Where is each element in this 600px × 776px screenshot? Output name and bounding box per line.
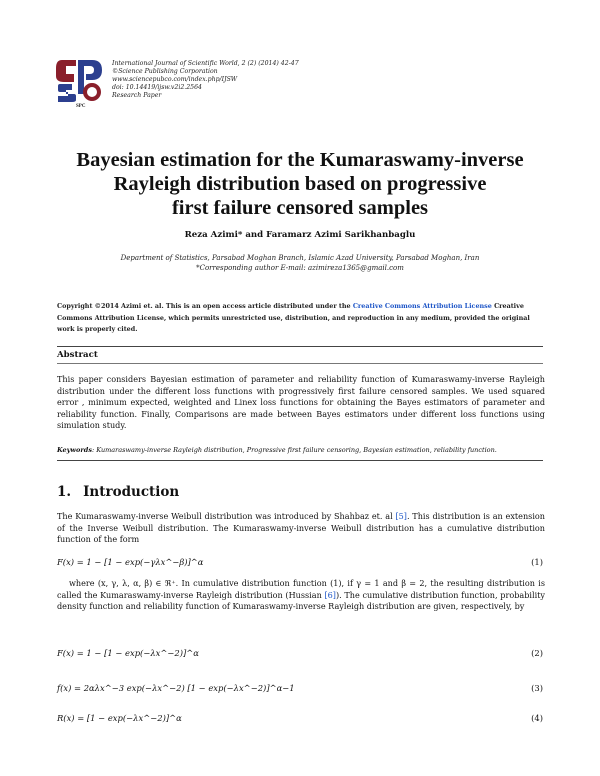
license-link[interactable]: Creative Commons Attribution License <box>352 302 492 310</box>
title-line: first failure censored samples <box>171 197 429 219</box>
text-run: . This distribution is an extension of the Inverse Weibull distribution. The Kumaraswamy-inverse Weibull distribution has a cumulative distribution function of the form <box>57 511 545 545</box>
divider <box>57 460 543 461</box>
title-line: Bayesian estimation for the Kumaraswamy-inverse <box>76 149 524 171</box>
text-run: The Kumaraswamy-inverse Weibull distribution was introduced by Shahbaz et. al <box>57 511 396 521</box>
equation-4 <box>57 713 545 727</box>
journal-url: www.sciencepubco.com/index.php/IJSW <box>112 76 238 83</box>
section-number: 1. <box>57 484 72 500</box>
logo-text: SPC <box>76 104 86 108</box>
citation-link[interactable]: [5] <box>395 511 407 521</box>
equation-3 <box>57 683 545 697</box>
text-run: ). The cumulative distribution function, probability density function and reliability function of Kumaraswamy-inverse Rayleigh distribution are given, respectively, by <box>57 589 545 612</box>
equation-1 <box>57 557 545 571</box>
authors: Reza Azimi* and Faramarz Azimi Sarikhanbaglu <box>184 230 416 240</box>
equation-2 <box>57 648 545 662</box>
equation-expression: F(x) = 1 − [1 − exp(−γλx^−β)]^α <box>57 557 204 567</box>
affiliation-line: Department of Statistics, Parsabad Moghan Branch, Islamic Azad University, Parsabad Moghan, Iran <box>120 254 480 262</box>
corresponding-email: *Corresponding author E-mail: azimireza1365@gmail.com <box>196 264 404 272</box>
affiliation <box>40 253 560 273</box>
text-run: where (x, γ, λ, α, β) ∈ ℜ⁺. In cumulative distribution function (1), if γ = 1 and β = 2, the resulting distribution is called the Kumaraswamy-inverse Rayleigh distribution (Hussian <box>57 578 545 600</box>
publisher-logo <box>54 54 106 108</box>
copyright-notice <box>57 301 543 336</box>
keywords <box>57 446 545 454</box>
copyright-prefix: Copyright ©2014 Azimi et. al. This is an open access article distributed under the <box>57 302 351 310</box>
abstract-body: This paper considers Bayesian estimation of parameter and reliability function of Kumaraswamy-inverse Rayleigh distribution under the different loss functions with progressively first failure censored samples. We used squared error , minimum expected, weighted and Linex loss functions for obtaining the Bayes estimators of parameter and reliability function. Finally, Comparisons are made between Bayes estimators under different loss functions using simulation study. <box>57 374 545 431</box>
journal-header <box>112 60 299 100</box>
doi: doi: 10.14419/ijsw.v2i2.2564 <box>112 84 202 91</box>
equation-expression: f(x) = 2αλx^−3 exp(−λx^−2) [1 − exp(−λx^−2)]^α−1 <box>57 683 295 693</box>
intro-paragraph <box>57 578 545 613</box>
paper-title <box>40 148 560 220</box>
publisher-name: ©Science Publishing Corporation <box>112 68 218 75</box>
journal-citation: International Journal of Scientific World, 2 (2) (2014) 42-47 <box>112 60 299 67</box>
equation-number: (4) <box>531 713 543 723</box>
intro-paragraph <box>57 511 545 546</box>
copyright-suffix: Creative Commons Attribution License, which permits unrestricted use, distribution, and reproduction in any medium, provided the original work is properly cited. <box>57 302 530 333</box>
section-title: Introduction <box>83 484 180 500</box>
divider <box>57 363 543 364</box>
equation-expression: F(x) = 1 − [1 − exp(−λx^−2)]^α <box>57 648 199 658</box>
equation-number: (1) <box>531 557 543 567</box>
divider <box>57 346 543 347</box>
equation-number: (2) <box>531 648 543 658</box>
abstract-heading: Abstract <box>57 350 98 360</box>
title-line: Rayleigh distribution based on progressive <box>113 173 487 195</box>
equation-number: (3) <box>531 683 543 693</box>
citation-link[interactable]: [6] <box>324 589 336 600</box>
keywords-text: : Kumaraswamy-inverse Rayleigh distribution, Progressive first failure censoring, Bayesian estimation, reliability function. <box>91 446 497 454</box>
keywords-label: Keywords <box>57 446 92 454</box>
equation-expression: R(x) = [1 − exp(−λx^−2)]^α <box>57 713 182 723</box>
section-heading <box>57 484 191 500</box>
paper-type: Research Paper <box>112 92 162 99</box>
